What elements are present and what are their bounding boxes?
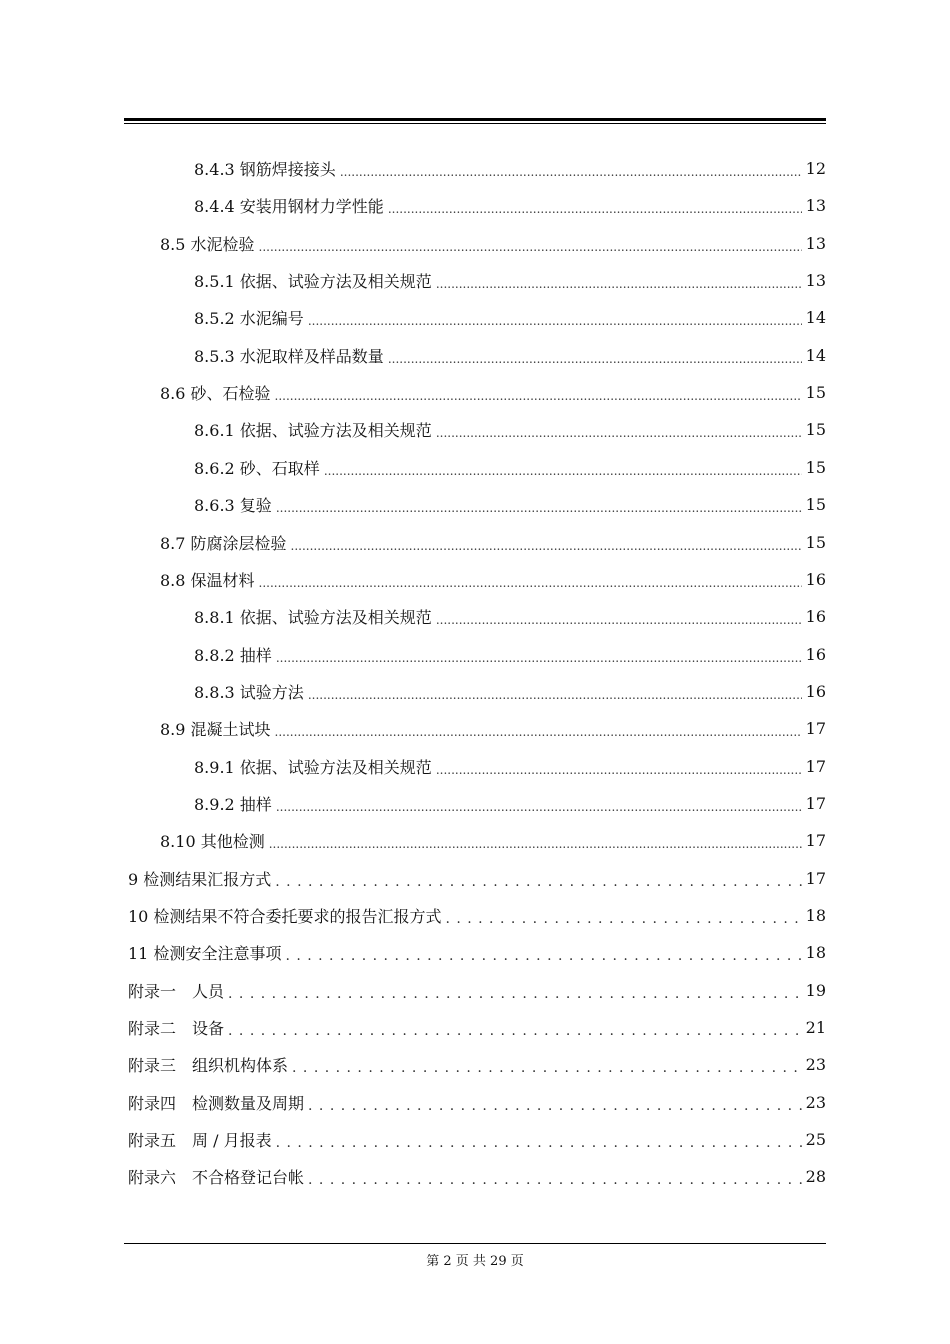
toc-entry-label: 8.6 砂、石检验 (160, 384, 271, 404)
toc-entry-page: 15 (805, 457, 826, 477)
toc-leader-dots (445, 908, 801, 927)
toc-entry[interactable] (194, 411, 826, 448)
toc-leader-dots (275, 871, 801, 890)
toc-entry-label: 8.6.3 复验 (194, 496, 272, 516)
toc-entry[interactable] (128, 1046, 826, 1083)
toc-entry[interactable] (160, 374, 826, 411)
toc-entry-page: 15 (805, 420, 826, 440)
toc-entry[interactable] (128, 972, 826, 1009)
toc-entry-label: 9 检测结果汇报方式 (128, 869, 272, 889)
toc-leader-dots (308, 684, 802, 703)
toc-entry[interactable] (160, 524, 826, 561)
toc-entry[interactable] (194, 299, 826, 336)
toc-entry-page: 16 (805, 644, 826, 664)
toc-entry-page: 12 (805, 159, 826, 178)
toc-leader-dots (275, 385, 802, 404)
toc-entry-page: 13 (805, 233, 826, 253)
toc-entry-label: 8.8.1 依据、试验方法及相关规范 (194, 608, 432, 628)
toc-entry-page: 28 (805, 1167, 826, 1187)
toc-leader-dots (276, 796, 802, 815)
toc-entry[interactable] (194, 636, 826, 673)
toc-entry-label: 11 检测安全注意事项 (128, 944, 282, 964)
toc-entry-label: 附录六 不合格登记台帐 (128, 1168, 305, 1188)
toc-entry[interactable] (160, 710, 826, 747)
toc-entry-label: 8.7 防腐涂层检验 (160, 533, 287, 553)
toc-entry[interactable] (194, 486, 826, 523)
toc-entry-label: 8.8.3 试验方法 (194, 682, 304, 702)
header-rule-thin (124, 123, 826, 124)
toc-entry-page: 17 (805, 831, 826, 851)
toc-leader-dots (276, 647, 802, 666)
toc-leader-dots (259, 236, 802, 255)
toc-entry-page: 18 (805, 906, 826, 925)
toc-entry-label: 8.4.3 钢筋焊接接头 (194, 160, 336, 179)
toc-entry[interactable] (194, 187, 826, 224)
toc-entry[interactable] (160, 822, 826, 859)
toc-entry[interactable] (194, 785, 826, 822)
toc-leader-dots (228, 1020, 802, 1039)
toc-entry[interactable] (194, 150, 826, 187)
toc-entry[interactable] (194, 449, 826, 486)
toc-leader-dots (436, 609, 802, 628)
toc-entry[interactable] (128, 860, 826, 897)
toc-entry-label: 8.5 水泥检验 (160, 234, 255, 254)
toc-entry[interactable] (160, 225, 826, 262)
toc-entry-page: 14 (805, 345, 826, 365)
toc-leader-dots (285, 945, 801, 964)
toc-entry-label: 8.6.1 依据、试验方法及相关规范 (194, 421, 432, 441)
toc-entry-page: 14 (805, 308, 826, 328)
toc-entry-page: 17 (805, 868, 826, 888)
footer-rule (124, 1243, 826, 1244)
toc-entry-label: 附录三 组织机构体系 (128, 1056, 289, 1076)
toc-leader-dots (324, 460, 802, 479)
toc-entry-label: 8.5.1 依据、试验方法及相关规范 (194, 272, 432, 292)
toc-entry-page: 18 (805, 943, 826, 963)
toc-entry-label: 10 检测结果不符合委托要求的报告汇报方式 (128, 907, 442, 926)
toc-leader-dots (436, 422, 802, 441)
toc-entry-page: 16 (805, 681, 826, 701)
toc-entry[interactable] (128, 1121, 826, 1158)
toc-entry-label: 8.10 其他检测 (160, 832, 265, 852)
toc-entry-page: 17 (805, 793, 826, 813)
toc-entry[interactable] (194, 337, 826, 374)
toc-leader-dots (436, 273, 802, 292)
toc-leader-dots (388, 348, 802, 367)
toc-entry-page: 15 (805, 383, 826, 403)
toc-entry[interactable] (194, 748, 826, 785)
toc-entry-page: 25 (805, 1130, 826, 1150)
toc-entry[interactable] (194, 598, 826, 635)
toc-entry-label: 附录四 检测数量及周期 (128, 1093, 305, 1113)
toc-entry-page: 13 (805, 271, 826, 291)
toc-entry-page: 16 (805, 607, 826, 627)
toc-entry[interactable] (194, 262, 826, 299)
toc-leader-dots (291, 535, 802, 554)
toc-entry[interactable] (128, 1009, 826, 1046)
toc-entry[interactable] (128, 1158, 826, 1195)
toc-entry-page: 16 (805, 569, 826, 589)
toc-entry-label: 8.6.2 砂、石取样 (194, 458, 320, 478)
toc-entry-page: 17 (805, 756, 826, 776)
toc-leader-dots (228, 983, 802, 1002)
toc-leader-dots (308, 1095, 802, 1114)
toc-leader-dots (308, 1169, 802, 1188)
toc-entry-page: 15 (805, 532, 826, 552)
toc-entry-label: 8.9.2 抽样 (194, 794, 272, 814)
toc-entry-page: 23 (805, 1092, 826, 1112)
toc-entry[interactable] (128, 897, 826, 934)
toc-leader-dots (292, 1057, 802, 1076)
header-rule-thick (124, 118, 826, 121)
toc-leader-dots (436, 759, 802, 778)
toc-entry-label: 8.5.2 水泥编号 (194, 309, 304, 329)
toc-leader-dots (308, 310, 802, 329)
toc-entry-label: 8.8.2 抽样 (194, 645, 272, 665)
toc-entry[interactable] (194, 673, 826, 710)
toc-leader-dots (269, 833, 802, 852)
toc-entry-label: 8.5.3 水泥取样及样品数量 (194, 346, 384, 366)
toc-entry-label: 附录二 设备 (128, 1019, 225, 1039)
toc-entry-label: 8.9.1 依据、试验方法及相关规范 (194, 757, 432, 777)
toc-entry-page: 23 (805, 1055, 826, 1075)
toc-entry[interactable] (160, 561, 826, 598)
toc-entry-label: 附录一 人员 (128, 981, 225, 1001)
toc-entry-label: 8.4.4 安装用钢材力学性能 (194, 197, 384, 217)
toc-leader-dots (276, 1132, 802, 1151)
toc-entry-page: 21 (805, 1018, 826, 1038)
page-footer: 第 2 页 共 29 页 (426, 1254, 524, 1269)
toc-entry[interactable] (128, 934, 826, 971)
toc-entry-page: 13 (805, 196, 826, 216)
toc-entry-label: 8.8 保温材料 (160, 570, 255, 590)
toc-entry[interactable] (128, 1084, 826, 1121)
toc-leader-dots (276, 497, 802, 516)
toc-entry-page: 17 (805, 719, 826, 739)
toc-leader-dots (275, 721, 802, 740)
toc-entry-label: 附录五 周 / 月报表 (128, 1131, 272, 1151)
toc-leader-dots (340, 161, 802, 180)
toc-entry-page: 15 (805, 495, 826, 515)
toc-entry-page: 19 (805, 980, 826, 1000)
toc-leader-dots (259, 572, 802, 591)
toc-leader-dots (388, 198, 802, 217)
toc-entry-label: 8.9 混凝土试块 (160, 720, 271, 740)
